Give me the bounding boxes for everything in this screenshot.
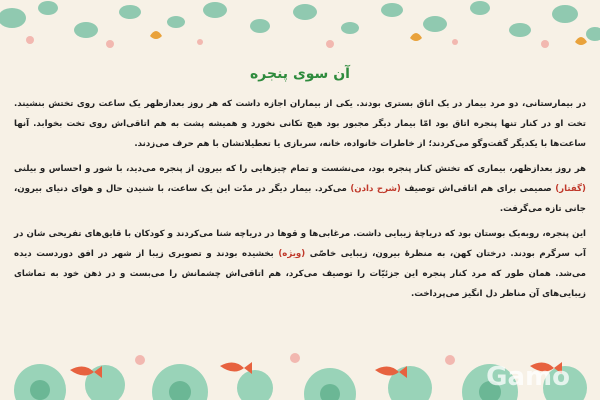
paragraph-3-line-3: که مرد کنار پنجره این جزئیّات را توصیف می‌کرد، هم اتاقی‌اش چشمانش را می‌بست و در ذهن خود به تماشای زیبایی‌های آن مناظر دل انگیز [14, 269, 586, 299]
paragraph-2-line-2b: می‌کرد. بیمار دیگر در مدّت این یک ساعت، با شنیدن حال و هوای دنیای بیرون، جانی تازه [14, 184, 586, 214]
paragraph-1-line-1: در بیمارستانی، دو مرد بیمار در یک اتاق بستری بودند. یکی از بیماران اجازه داشت که هر روز بعدازظهر یک ساعت روی تختش بنشیند. تخت او [14, 99, 586, 129]
paragraph-3 [14, 224, 586, 304]
paragraph-2-line-1: هر روز بعدازظهر، بیماری که تختش کنار پنجره بود، می‌نشست و تمام چیزهایی را که بیرون از پنجره می‌دید، با شور و احساس و بیلنی [14, 164, 586, 174]
gloss-vizheh: (ویژه) [278, 249, 306, 259]
paragraph-2 [14, 159, 586, 219]
paragraph-3-line-2b: بخشیده بودند و تصویری زیبا از شهر در افق دوردست دیده می‌شد. همان طور [14, 249, 586, 279]
gloss-goftar: (گفتار) [555, 184, 586, 194]
leaf-border-top [0, 0, 600, 58]
paragraph-1-line-2: در کنار تنها پنجره اتاق بود امّا بیمار دیگر مجبور بود هیچ تکانی نخورد و همیشه پشت به هم اتاقی‌اش روی تخت بخوابد. آنها ساعت‌ها با یکدیگر [14, 119, 586, 149]
paragraph-1 [14, 94, 586, 154]
paragraph-3-line-2: سرگرم بودند. درختان کهن، به منظرهٔ بیرون، زیبایی خاصّی [309, 249, 570, 259]
page-title: آن سوی پنجره [250, 66, 350, 82]
gloss-sharh-dadan: (شرح دادن) [350, 184, 401, 194]
main-content [14, 60, 586, 360]
watermark: Gamo [486, 362, 570, 392]
paragraph-3-line-1: این پنجره، روبه‌یک بوستان بود که دریاچهٔ زیبایی داشت. مرغابی‌ها و قوها در دریاچه شنا می‌کردند و کودکان با قایق‌های تفریحی شان در آب [14, 229, 587, 259]
paragraph-3-line-4: می‌پرداخت. [410, 289, 460, 299]
paragraph-1-line-3: گفت‌وگو می‌کردند؛ از خاطرات خانواده، خانه، سربازی یا تعطیلاتشان با هم حرف می‌زدند. [134, 139, 508, 149]
paragraph-2-line-3: می‌گرفت. [499, 204, 543, 214]
paragraph-2-line-2a: صمیمی برای هم اتاقی‌اش توصیف [404, 184, 552, 194]
